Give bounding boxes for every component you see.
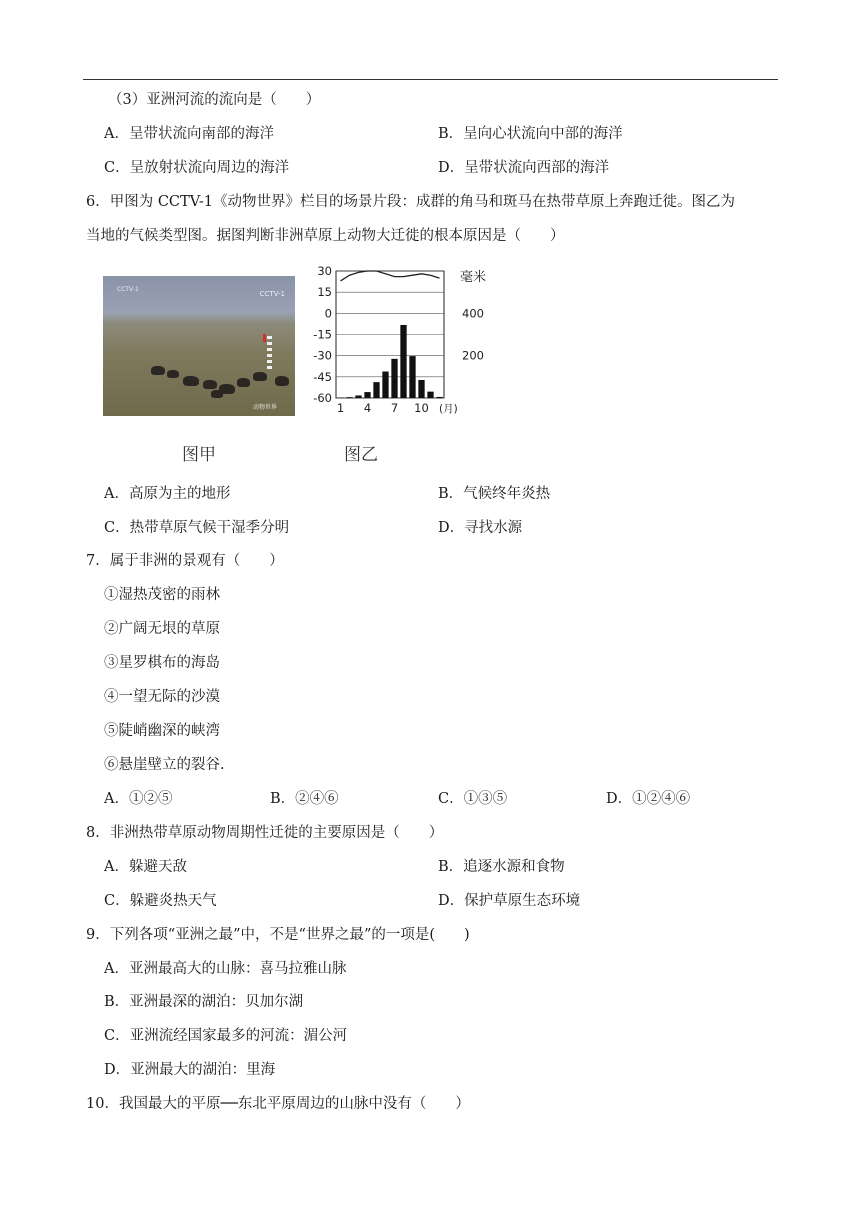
right-tick-label: 400 — [462, 306, 484, 321]
precipitation-bars — [337, 325, 442, 398]
q6-figure — [100, 262, 500, 472]
header-rule — [83, 79, 778, 80]
q3-stem: （3）亚洲河流的流向是（ ） — [108, 92, 321, 108]
q7-item-4: ④一望无际的沙漠 — [104, 689, 220, 705]
precip-bar — [373, 382, 379, 398]
q7-item-3: ③星罗棋布的海岛 — [104, 655, 220, 671]
precip-bar — [391, 359, 397, 398]
migration-photo — [103, 276, 295, 416]
precip-bar — [400, 325, 406, 398]
q10-stem: 10．我国最大的平原──东北平原周边的山脉中没有（ ） — [86, 1096, 470, 1112]
left-tick-label: 30 — [317, 264, 332, 278]
temperature-line — [341, 271, 440, 281]
q8-option-d[interactable]: D．保护草原生态环境 — [438, 893, 581, 909]
q3-option-a[interactable]: A．呈带状流向南部的海洋 — [104, 126, 274, 142]
zebra-shape — [211, 390, 223, 398]
figure-b-label: 图乙 — [344, 445, 378, 465]
left-tick-label: -30 — [313, 348, 332, 363]
precip-bar — [364, 392, 370, 398]
q6-option-b[interactable]: B．气候终年炎热 — [438, 486, 551, 502]
precip-bar — [427, 392, 433, 398]
precip-bar — [346, 397, 352, 398]
x-tick-label: 7 — [390, 401, 399, 415]
x-tick-label: 1 — [336, 401, 345, 415]
q7-stem: 7．属于非洲的景观有（ ） — [86, 553, 284, 569]
q6-stem-line1: 6．甲图为 CCTV-1《动物世界》栏目的场景片段：成群的角马和斑马在热带草原上奔跑迁徙。图乙为 — [86, 194, 735, 210]
chart-ticks — [313, 264, 486, 415]
chart-grid — [336, 271, 444, 398]
q7-item-5: ⑤陡峭幽深的峡湾 — [104, 723, 220, 739]
right-unit-label: 毫米 — [460, 270, 487, 285]
wildebeest-shape — [275, 376, 289, 386]
q7-option-b[interactable]: B．②④⑥ — [270, 791, 339, 807]
precip-bar — [418, 380, 424, 398]
q8-option-b[interactable]: B．追逐水源和食物 — [438, 859, 565, 875]
q6-option-a[interactable]: A．高原为主的地形 — [104, 486, 231, 502]
q8-stem: 8．非洲热带草原动物周期性迁徙的主要原因是（ ） — [86, 825, 444, 841]
wildebeest-shape — [253, 372, 267, 381]
climate-chart — [300, 262, 500, 422]
left-tick-label: -60 — [313, 391, 332, 405]
left-tick-label: 0 — [324, 306, 332, 321]
q6-option-c[interactable]: C．热带草原气候干湿季分明 — [104, 520, 290, 536]
wildebeest-shape — [167, 370, 179, 378]
temperature-curve — [341, 271, 440, 281]
q3-option-b[interactable]: B．呈向心状流向中部的海洋 — [438, 126, 623, 142]
q7-option-d[interactable]: D．①②④⑥ — [606, 791, 691, 807]
left-tick-label: 15 — [317, 285, 332, 300]
precip-bar — [436, 397, 442, 398]
q3-option-d[interactable]: D．呈带状流向西部的海洋 — [438, 160, 610, 176]
q6-stem-line2: 当地的气候类型图。据图判断非洲草原上动物大迁徙的根本原因是（ ） — [86, 228, 565, 244]
q9-option-c[interactable]: C．亚洲流经国家最多的河流：湄公河 — [104, 1028, 348, 1044]
wildebeest-shape — [183, 376, 199, 386]
precip-bar — [409, 356, 415, 398]
wildebeest-shape — [237, 378, 250, 387]
q7-option-a[interactable]: A．①②⑤ — [104, 791, 173, 807]
q7-item-2: ②广阔无垠的草原 — [104, 621, 220, 637]
photo-caption: 动物世界 — [253, 404, 278, 411]
q8-option-c[interactable]: C．躲避炎热天气 — [104, 893, 217, 909]
photo-vertical-caption — [267, 336, 272, 372]
zebra-shape — [203, 380, 217, 389]
wildebeest-shape — [151, 366, 165, 375]
q6-option-d[interactable]: D．寻找水源 — [438, 520, 523, 536]
q7-item-6: ⑥悬崖壁立的裂谷. — [104, 757, 225, 773]
precip-bar — [355, 395, 361, 398]
photo-logo-left: CCTV-1 — [117, 286, 139, 293]
q8-option-a[interactable]: A．躲避天敌 — [104, 859, 187, 875]
precip-bar — [382, 372, 388, 398]
photo-logo-right: CCTV-1 — [259, 290, 285, 298]
q9-stem: 9．下列各项“亚洲之最”中，不是“世界之最”的一项是( ) — [86, 927, 470, 943]
q9-option-a[interactable]: A．亚洲最高大的山脉：喜马拉雅山脉 — [104, 961, 347, 977]
x-tick-label: 10 — [414, 401, 429, 415]
q9-option-d[interactable]: D．亚洲最大的湖泊：里海 — [104, 1062, 276, 1078]
q9-option-b[interactable]: B．亚洲最深的湖泊：贝加尔湖 — [104, 994, 304, 1010]
photo-red-mark — [263, 334, 266, 342]
right-tick-label: 200 — [462, 348, 484, 363]
x-unit-label: (月) — [439, 403, 458, 415]
q7-item-1: ①湿热茂密的雨林 — [104, 587, 220, 603]
x-tick-label: 4 — [363, 401, 372, 415]
left-tick-label: -45 — [313, 369, 332, 384]
left-tick-label: -15 — [313, 327, 332, 342]
q7-option-c[interactable]: C．①③⑤ — [438, 791, 508, 807]
q3-option-c[interactable]: C．呈放射状流向周边的海洋 — [104, 160, 290, 176]
figure-a-label: 图甲 — [182, 445, 216, 465]
